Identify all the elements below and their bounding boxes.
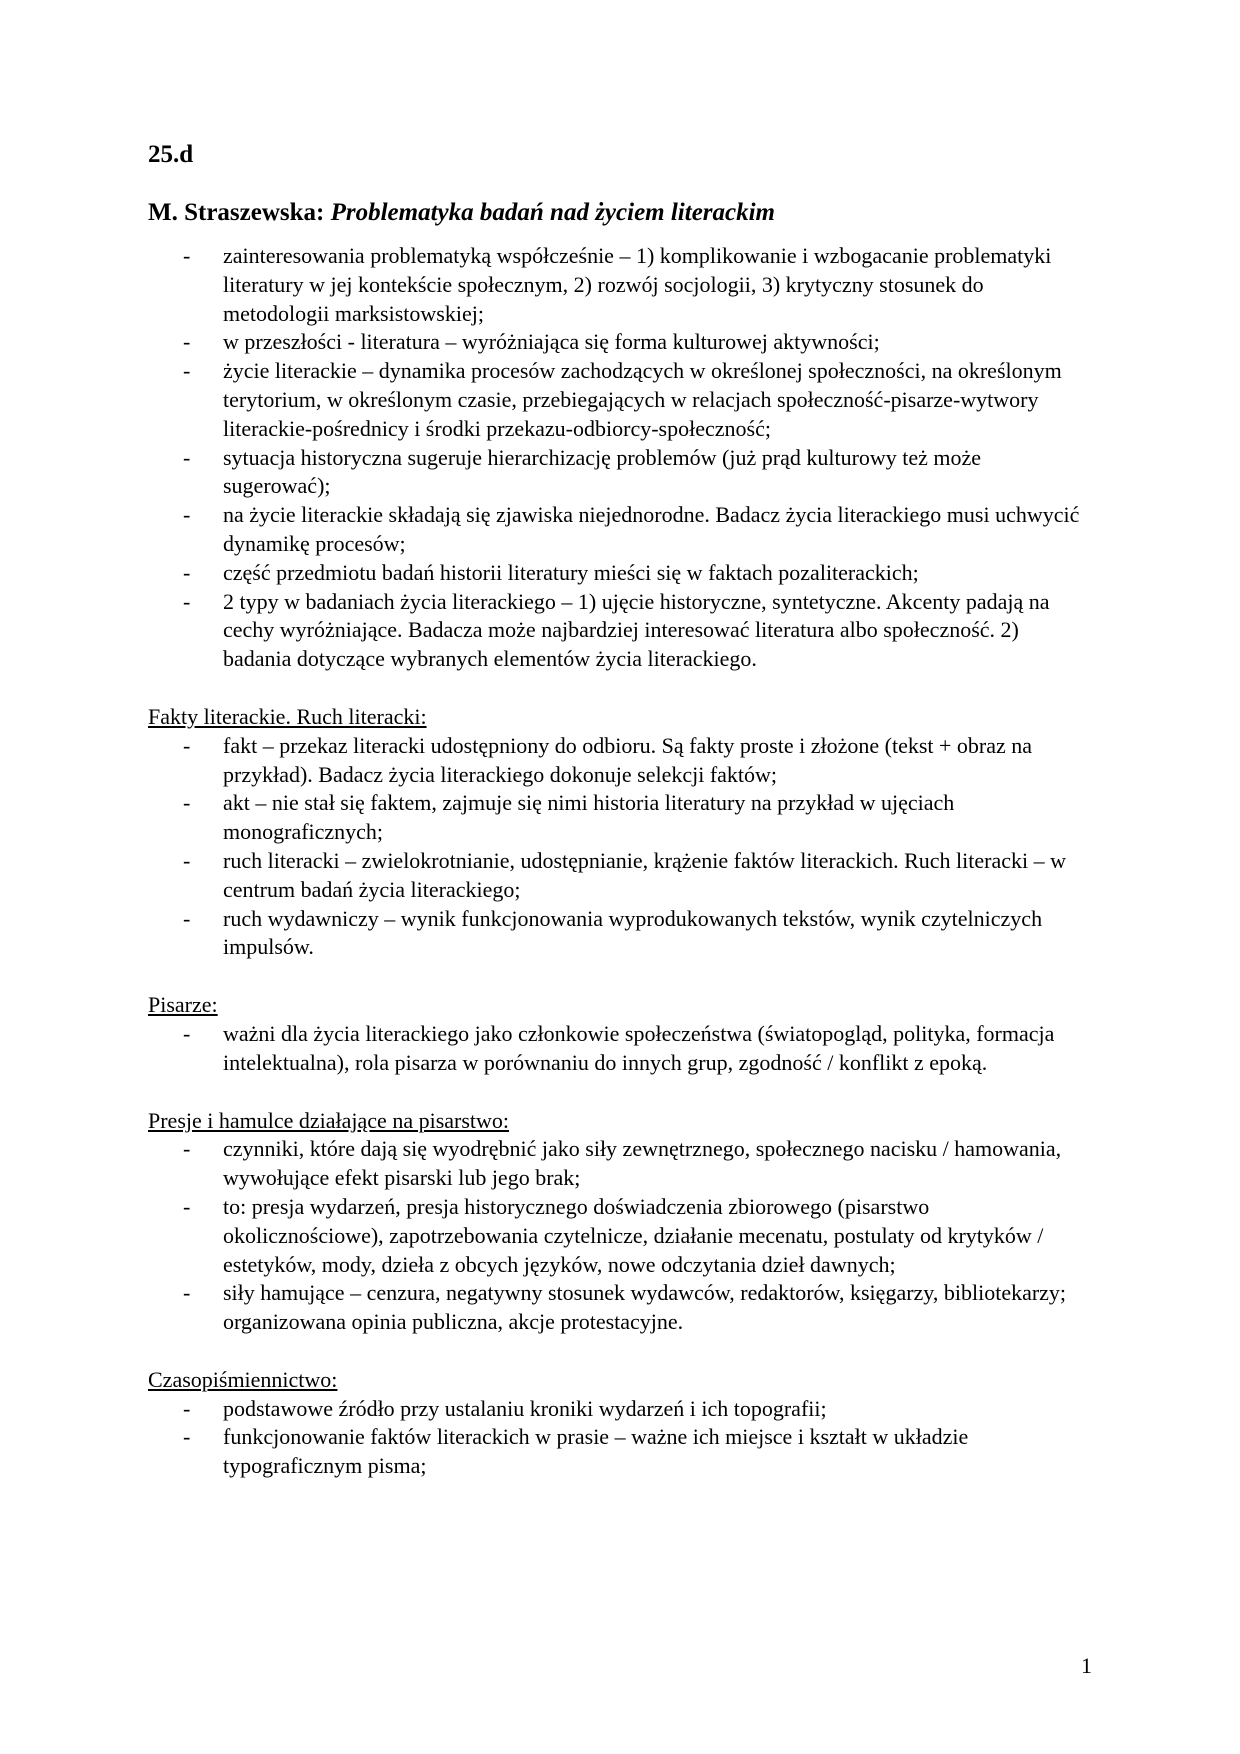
dash-icon: - xyxy=(183,1395,191,1421)
dash-icon: - xyxy=(183,588,191,614)
list-item xyxy=(148,242,1088,328)
dash-icon: - xyxy=(183,1020,191,1046)
section-heading: Presje i hamulce działające na pisarstwo: xyxy=(148,1107,510,1133)
bullet-list xyxy=(148,1135,1088,1337)
list-item-text: 2 typy w badaniach życia literackiego – 1) ujęcie historyczne, syntetyczne. Akcenty padają na cechy wyróżniające. Badacza może najbardziej interesować literatura albo społeczność. 2) badania dotyczące wybranych elementów życia literackiego. xyxy=(223,588,1050,672)
dash-icon: - xyxy=(183,905,191,931)
dash-icon: - xyxy=(183,1136,191,1162)
section-heading: Pisarze: xyxy=(148,992,218,1018)
list-item xyxy=(148,1135,1088,1193)
section-czasopismiennictwo xyxy=(148,1366,1088,1481)
title-author: M. Straszewska: xyxy=(148,199,331,226)
dash-icon: - xyxy=(183,444,191,470)
dash-icon: - xyxy=(183,1280,191,1306)
list-item xyxy=(148,1423,1088,1481)
list-item xyxy=(148,732,1088,790)
dash-icon: - xyxy=(183,1193,191,1219)
list-item-text: część przedmiotu badań historii literatury mieści się w faktach pozaliterackich; xyxy=(223,559,919,585)
list-item-text: ruch literacki – zwielokrotnianie, udostępnianie, krążenie faktów literackich. Ruch literacki – w centrum badań życia literackiego; xyxy=(223,847,1067,902)
dash-icon: - xyxy=(183,790,191,816)
dash-icon: - xyxy=(183,243,191,268)
list-item-text: ważni dla życia literackiego jako członkowie społeczeństwa (światopogląd, polityka, formacja intelektualna), rola pisarza w porównaniu do innych grup, zgodność / konflikt z epoką. xyxy=(223,1020,1055,1075)
document-number: 25.d xyxy=(148,141,194,168)
title-work: Problematyka badań nad życiem literackim xyxy=(330,199,776,226)
list-item-text: ruch wydawniczy – wynik funkcjonowania wyprodukowanych tekstów, wynik czytelniczych impulsów. xyxy=(223,905,1043,960)
list-item-text: czynniki, które dają się wyodrębnić jako siły zewnętrznego, społecznego nacisku / hamowania, wywołujące efekt pisarski lub jego brak; xyxy=(223,1136,1062,1191)
document-title xyxy=(148,198,1088,228)
list-item xyxy=(148,501,1088,559)
section-heading: Czasopiśmiennictwo: xyxy=(148,1366,338,1392)
list-item xyxy=(148,905,1088,963)
list-item xyxy=(148,588,1088,674)
bullet-list xyxy=(148,242,1088,674)
list-item xyxy=(148,444,1088,502)
list-item xyxy=(148,1279,1088,1337)
page-number: 1 xyxy=(1081,1653,1092,1678)
section-fakty-literackie xyxy=(148,703,1088,962)
dash-icon: - xyxy=(183,358,191,384)
list-item-text: zainteresowania problematyką współcześnie – 1) komplikowanie i wzbogacanie problematyki literatury w jej kontekście społecznym, 2) rozwój socjologii, 3) krytyczny stosunek do metodologii marksistowskiej; xyxy=(223,243,1052,326)
section-heading: Fakty literackie. Ruch literacki: xyxy=(148,703,427,729)
dash-icon: - xyxy=(183,732,191,758)
list-item-text: akt – nie stał się faktem, zajmuje się nimi historia literatury na przykład w ujęciach monograficznych; xyxy=(223,790,955,845)
list-item-text: fakt – przekaz literacki udostępniony do odbioru. Są fakty proste i złożone (tekst + obraz na przykład). Badacz życia literackiego dokonuje selekcji faktów; xyxy=(223,732,1033,787)
bullet-list xyxy=(148,1020,1088,1078)
list-item-text: w przeszłości - literatura – wyróżniająca się forma kulturowej aktywności; xyxy=(223,329,880,355)
list-item xyxy=(148,357,1088,443)
list-item-text: funkcjonowanie faktów literackich w prasie – ważne ich miejsce i kształt w układzie typograficznym pisma; xyxy=(223,1424,969,1479)
list-item xyxy=(148,847,1088,905)
list-item xyxy=(148,789,1088,847)
document-page xyxy=(148,140,1088,1510)
dash-icon: - xyxy=(183,1424,191,1450)
dash-icon: - xyxy=(183,559,191,585)
dash-icon: - xyxy=(183,847,191,873)
list-item-text: sytuacja historyczna sugeruje hierarchizację problemów (już prąd kulturowy też może sugerować); xyxy=(223,444,982,499)
section-intro xyxy=(148,242,1088,674)
list-item xyxy=(148,559,1088,588)
list-item-text: podstawowe źródło przy ustalaniu kroniki wydarzeń i ich topografii; xyxy=(223,1395,827,1421)
list-item-text: to: presja wydarzeń, presja historycznego doświadczenia zbiorowego (pisarstwo okolicznościowe), zapotrzebowania czytelnicze, działanie mecenatu, postulaty od krytyków / estetyków, mody, dzieła z obcych języków, nowe odczytania dzieł dawnych; xyxy=(223,1193,1044,1277)
section-pisarze xyxy=(148,991,1088,1077)
list-item xyxy=(148,1395,1088,1424)
list-item-text: życie literackie – dynamika procesów zachodzących w określonej społeczności, na określonym terytorium, w określonym czasie, przebiegających w relacjach społeczność-pisarze-wytwory literackie-pośrednicy i środki przekazu-odbiorcy-społeczność; xyxy=(223,358,1062,441)
list-item xyxy=(148,1193,1088,1279)
list-item xyxy=(148,328,1088,357)
list-item-text: siły hamujące – cenzura, negatywny stosunek wydawców, redaktorów, księgarzy, bibliotekarzy; organizowana opinia publiczna, akcje protestacyjne. xyxy=(223,1280,1067,1335)
list-item xyxy=(148,1020,1088,1078)
bullet-list xyxy=(148,1395,1088,1481)
list-item-text: na życie literackie składają się zjawiska niejednorodne. Badacz życia literackiego musi uchwycić dynamikę procesów; xyxy=(223,502,1080,556)
bullet-list xyxy=(148,732,1088,962)
dash-icon: - xyxy=(183,502,191,528)
section-presje-i-hamulce xyxy=(148,1107,1088,1337)
dash-icon: - xyxy=(183,329,191,355)
